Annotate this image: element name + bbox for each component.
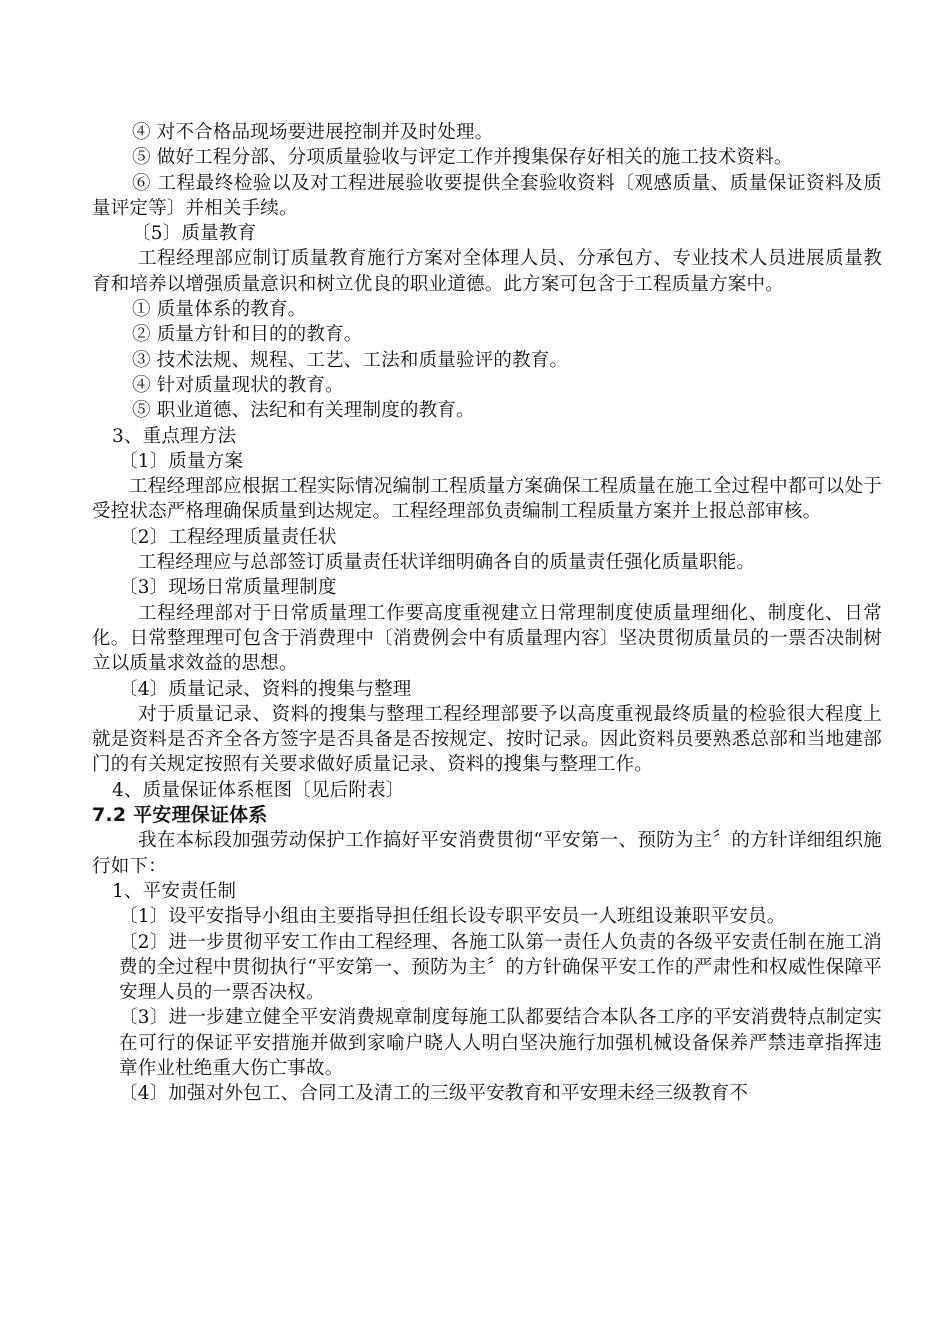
document-page bbox=[92, 120, 882, 1107]
paragraph: 工程经理应与总部签订质量责任状详细明确各自的质量责任强化质量职能。 bbox=[138, 552, 756, 574]
paragraph: ④ 对不合格品现场要进展控制并及时处理。 bbox=[132, 122, 494, 143]
paragraph: 我在本标段加强劳动保护工作搞好平安消费贯彻“平安第一、预防为主〞的方针详细组织施行如下： bbox=[92, 830, 882, 877]
section-heading: 〔2〕工程经理质量责任状 bbox=[119, 526, 337, 548]
paragraph: 工程经理部应制订质量教育施行方案对全体理人员、分承包方、专业技术人员进展质量教育和培养以增强质量意识和树立优良的职业道德。此方案可包含于工程质量方案中。 bbox=[92, 248, 882, 295]
paragraph: 〔3〕进一步建立健全平安消费规章制度每施工队都要结合本队各工序的平安消费特点制定实在可行的保证平安措施并做到家喻户晓人人明白坚决施行加强机械设备保养严禁违章指挥违章作业杜绝重大伤亡事故。 bbox=[119, 1007, 882, 1079]
section-heading: 3、重点理方法 bbox=[112, 425, 237, 447]
list-item: ② 质量方针和目的的教育。 bbox=[132, 324, 363, 346]
section-heading: 〔3〕现场日常质量理制度 bbox=[119, 577, 337, 599]
paragraph: 〔4〕加强对外包工、合同工及清工的三级平安教育和平安理未经三级教育不 bbox=[119, 1083, 749, 1105]
paragraph: 〔1〕设平安指导小组由主要指导担任组长设专职平安员一人班组设兼职平安员。 bbox=[119, 906, 786, 928]
list-item: ① 质量体系的教育。 bbox=[132, 299, 307, 321]
section-heading: 〔4〕质量记录、资料的搜集与整理 bbox=[119, 678, 412, 700]
paragraph: 〔2〕进一步贯彻平安工作由工程经理、各施工队第一责任人负责的各级平安责任制在施工消费的全过程中贯彻执行“平安第一、预防为主〞的方针确保平安工作的严肃性和权威性保障平安理人员的一票否决权。 bbox=[119, 931, 882, 1004]
paragraph: ⑤ 做好工程分部、分项质量验收与评定工作并搜集保存好相关的施工技术资料。 bbox=[132, 147, 793, 169]
chapter-heading: 7.2 平安理保证体系 bbox=[92, 804, 268, 827]
paragraph: 对于质量记录、资料的搜集与整理工程经理部要予以高度重视最终质量的检验很大程度上就是资料是否齐全各方签字是否具备是否按规定、按时记录。因此资料员要熟悉总部和当地建部门的有关规定按照有关要求做好质量记录、资料的搜集与整理工作。 bbox=[92, 703, 882, 776]
list-item: ④ 针对质量现状的教育。 bbox=[132, 374, 344, 396]
section-heading: 〔1〕质量方案 bbox=[119, 450, 244, 472]
paragraph: 工程经理部对于日常质量理工作要高度重视建立日常理制度使质量理细化、制度化、日常化。日常整理理可包含于消费理中〔消费例会中有质量理内容〕坚决贯彻质量员的一票否决制树立以质量求效益的思想。 bbox=[92, 602, 882, 675]
paragraph: ⑥ 工程最终检验以及对工程进展验收要提供全套验收资料〔观感质量、质量保证资料及质量评定等〕并相关手续。 bbox=[92, 172, 882, 219]
paragraph: 工程经理部应根据工程实际情况编制工程质量方案确保工程质量在施工全过程中都可以处于受控状态严格理确保质量到达规定。工程经理部负责编制工程质量方案并上报总部审核。 bbox=[92, 476, 882, 523]
list-item: ⑤ 职业道德、法纪和有关理制度的教育。 bbox=[132, 400, 475, 422]
section-heading: 4、质量保证体系框图〔见后附表〕 bbox=[112, 779, 405, 801]
list-item: ③ 技术法规、规程、工艺、工法和质量验评的教育。 bbox=[132, 349, 569, 371]
section-heading: 1、平安责任制 bbox=[112, 880, 237, 902]
section-heading: 〔5〕质量教育 bbox=[132, 223, 257, 245]
